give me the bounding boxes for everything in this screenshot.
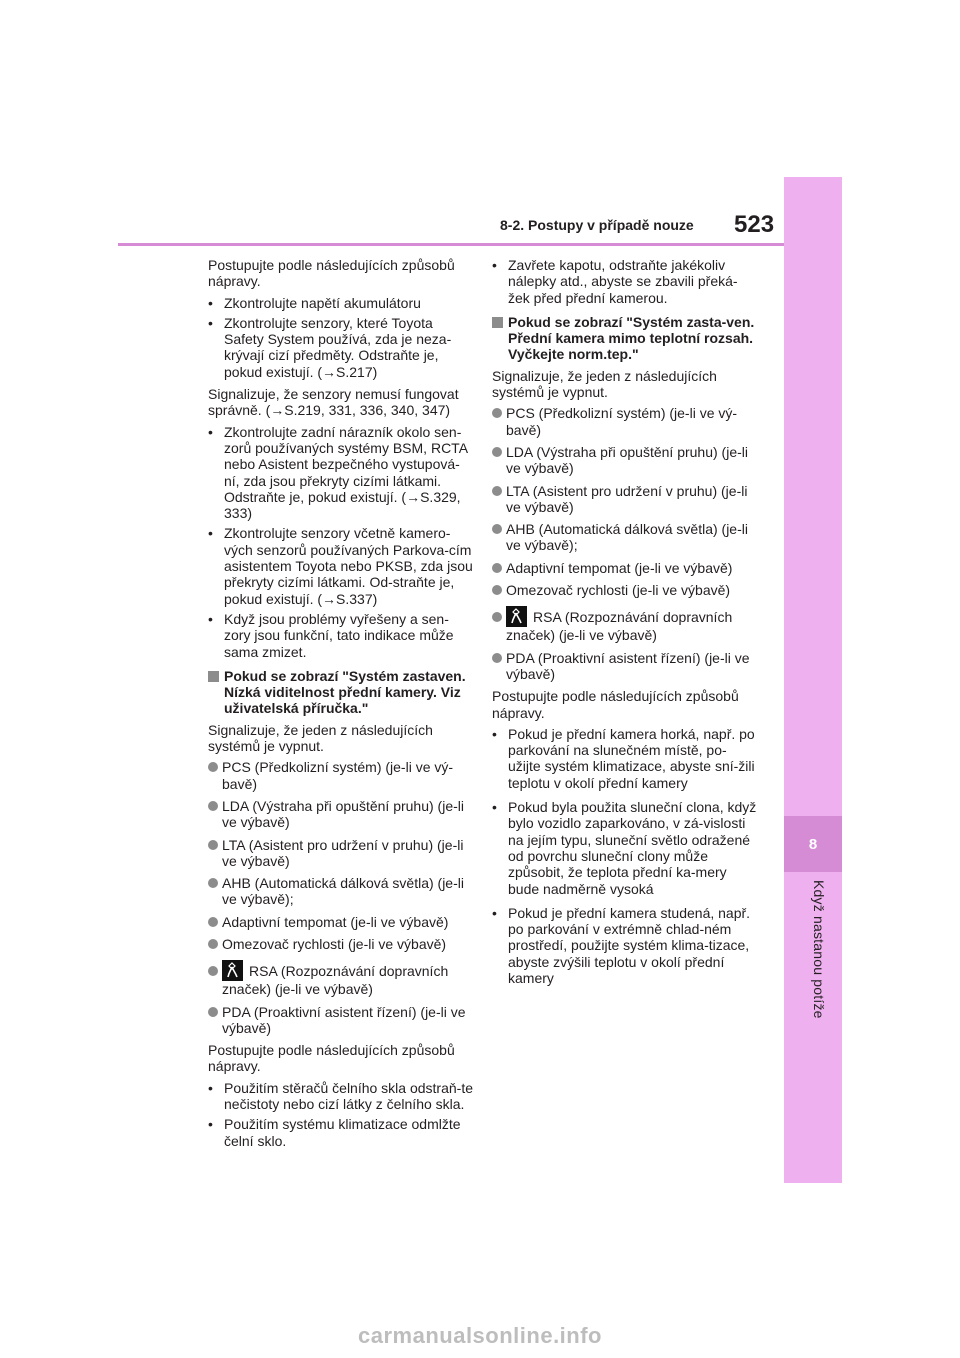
system-item: Omezovač rychlosti (je-li ve výbavě) [492,582,758,598]
system-item: Adaptivní tempomat (je-li ve výbavě) [492,560,758,576]
right-column [492,257,758,990]
system-item: LDA (Výstraha při opuštění pruhu) (je-li ve výbavě) [208,798,474,831]
system-item-rsa: RSA (Rozpoznávání dopravních značek) (je-li ve výbavě) [492,606,758,643]
section-title: 8-2. Postupy v případě nouze [500,217,694,233]
square-bullet-icon [492,317,503,328]
system-item: AHB (Automatická dálková světla) (je-li ve výbavě); [492,521,758,554]
list-item: • Použitím stěračů čelního skla odstraň-te nečistoty nebo cizí látky z čelního skla. [208,1079,474,1113]
section-heading: Pokud se zobrazí "Systém zasta-ven. Přední kamera mimo teplotní rozsah. Vyčkejte norm.tep." [492,314,758,363]
paragraph: Signalizuje, že senzory nemusí fungovat správně. (→S.219, 331, 336, 340, 347) [208,386,459,419]
system-item-rsa: RSA (Rozpoznávání dopravních značek) (je-li ve výbavě) [208,960,474,997]
circle-bullet-icon [492,612,502,622]
square-bullet-icon [208,671,219,682]
header-rule [118,243,784,246]
chapter-number: 8 [784,816,842,872]
system-item: AHB (Automatická dálková světla) (je-li ve výbavě); [208,875,474,908]
list-item: • Zkontrolujte senzory včetně kamero-vých senzorů používaných Parkova-cím asistentem Toyota nebo PKSB, zda jsou překryty cizími látkami. Od-straňte je, pokud existují. (→S.337) [208,525,473,607]
system-item: Adaptivní tempomat (je-li ve výbavě) [208,914,474,930]
list-item: • Zkontrolujte zadní nárazník okolo sen-zorů používaných systémy BSM, RCTA nebo Asistent bezpečného vystupová-ní, zda jsou překryty cizími látkami. Odstraňte je, pokud existují. (→S.329, 333) [208,423,468,522]
circle-bullet-icon [492,653,502,663]
system-item: LTA (Asistent pro udržení v pruhu) (je-li ve výbavě) [492,483,758,516]
circle-bullet-icon [492,408,502,418]
list-item: • Pokud je přední kamera studená, např. po parkování v extrémně chlad-ném prostředí, použijte systém klima-tizace, abyste zvýšili teplotu v okolí přední kamery [492,904,751,986]
circle-bullet-icon [492,585,502,595]
circle-bullet-icon [208,1007,218,1017]
circle-bullet-icon [492,524,502,534]
circle-bullet-icon [208,939,218,949]
circle-bullet-icon [208,801,218,811]
circle-bullet-icon [208,762,218,772]
list-item: • Zavřete kapotu, odstraňte jakékoliv nálepky atd., abyste se zbavili překá-žek před přední kamerou. [492,257,738,306]
system-item: Omezovač rychlosti (je-li ve výbavě) [208,936,474,952]
system-item: PDA (Proaktivní asistent řízení) (je-li ve výbavě) [208,1004,474,1037]
paragraph: Postupujte podle následujících způsobů nápravy. [208,257,455,290]
system-item: LTA (Asistent pro udržení v pruhu) (je-li ve výbavě) [208,837,474,870]
list-item: • Zkontrolujte napětí akumulátoru [208,294,421,311]
circle-bullet-icon [492,486,502,496]
circle-bullet-icon [492,447,502,457]
system-item: LDA (Výstraha při opuštění pruhu) (je-li ve výbavě) [492,444,758,477]
system-item: PCS (Předkolizní systém) (je-li ve vý-bavě) [492,405,758,438]
paragraph: Signalizuje, že jeden z následujících systémů je vypnut. [492,367,717,401]
left-column [208,257,474,1153]
road-sign-assist-icon [222,960,243,981]
paragraph: Signalizuje, že jeden z následujících systémů je vypnut. [208,721,433,755]
circle-bullet-icon [208,966,218,976]
circle-bullet-icon [492,563,502,573]
list-item: • Když jsou problémy vyřešeny a sen-zory jsou funkční, tato indikace může sama zmizet. [208,610,454,660]
circle-bullet-icon [208,840,218,850]
section-heading: Pokud se zobrazí "Systém zastaven. Nízká viditelnost přední kamery. Viz uživatelská příručka." [208,668,474,717]
paragraph: Postupujte podle následujících způsobů nápravy. [492,688,739,721]
watermark: carmanualsonline.info [358,1323,602,1348]
paragraph: Postupujte podle následujících způsobů nápravy. [208,1042,455,1075]
list-item: • Použitím systému klimatizace odmlžte čelní sklo. [208,1116,461,1149]
system-item: PCS (Předkolizní systém) (je-li ve vý-bavě) [208,759,474,792]
system-item: PDA (Proaktivní asistent řízení) (je-li ve výbavě) [492,650,758,683]
circle-bullet-icon [208,917,218,927]
chapter-label: Když nastanou potíže [811,880,827,1019]
list-item: • Pokud je přední kamera horká, např. po parkování na slunečném místě, po-užijte systém klimatizace, abyste sní-žili teplotu v okolí přední kamery [492,725,755,791]
list-item: • Zkontrolujte senzory, které Toyota Safety System používá, zda je neza-krývají cizí předměty. Odstraňte je, pokud existují. (→S.217) [208,314,452,380]
page-number: 523 [734,211,775,238]
road-sign-assist-icon [506,606,527,627]
circle-bullet-icon [208,878,218,888]
list-item: • Pokud byla použita sluneční clona, když bylo vozidlo zaparkováno, v zá-vislosti na jejím typu, sluneční světlo odražené od povrchu sluneční clony může způsobit, že teplota přední ka-mery bude nadměrně vysoká [492,799,757,897]
